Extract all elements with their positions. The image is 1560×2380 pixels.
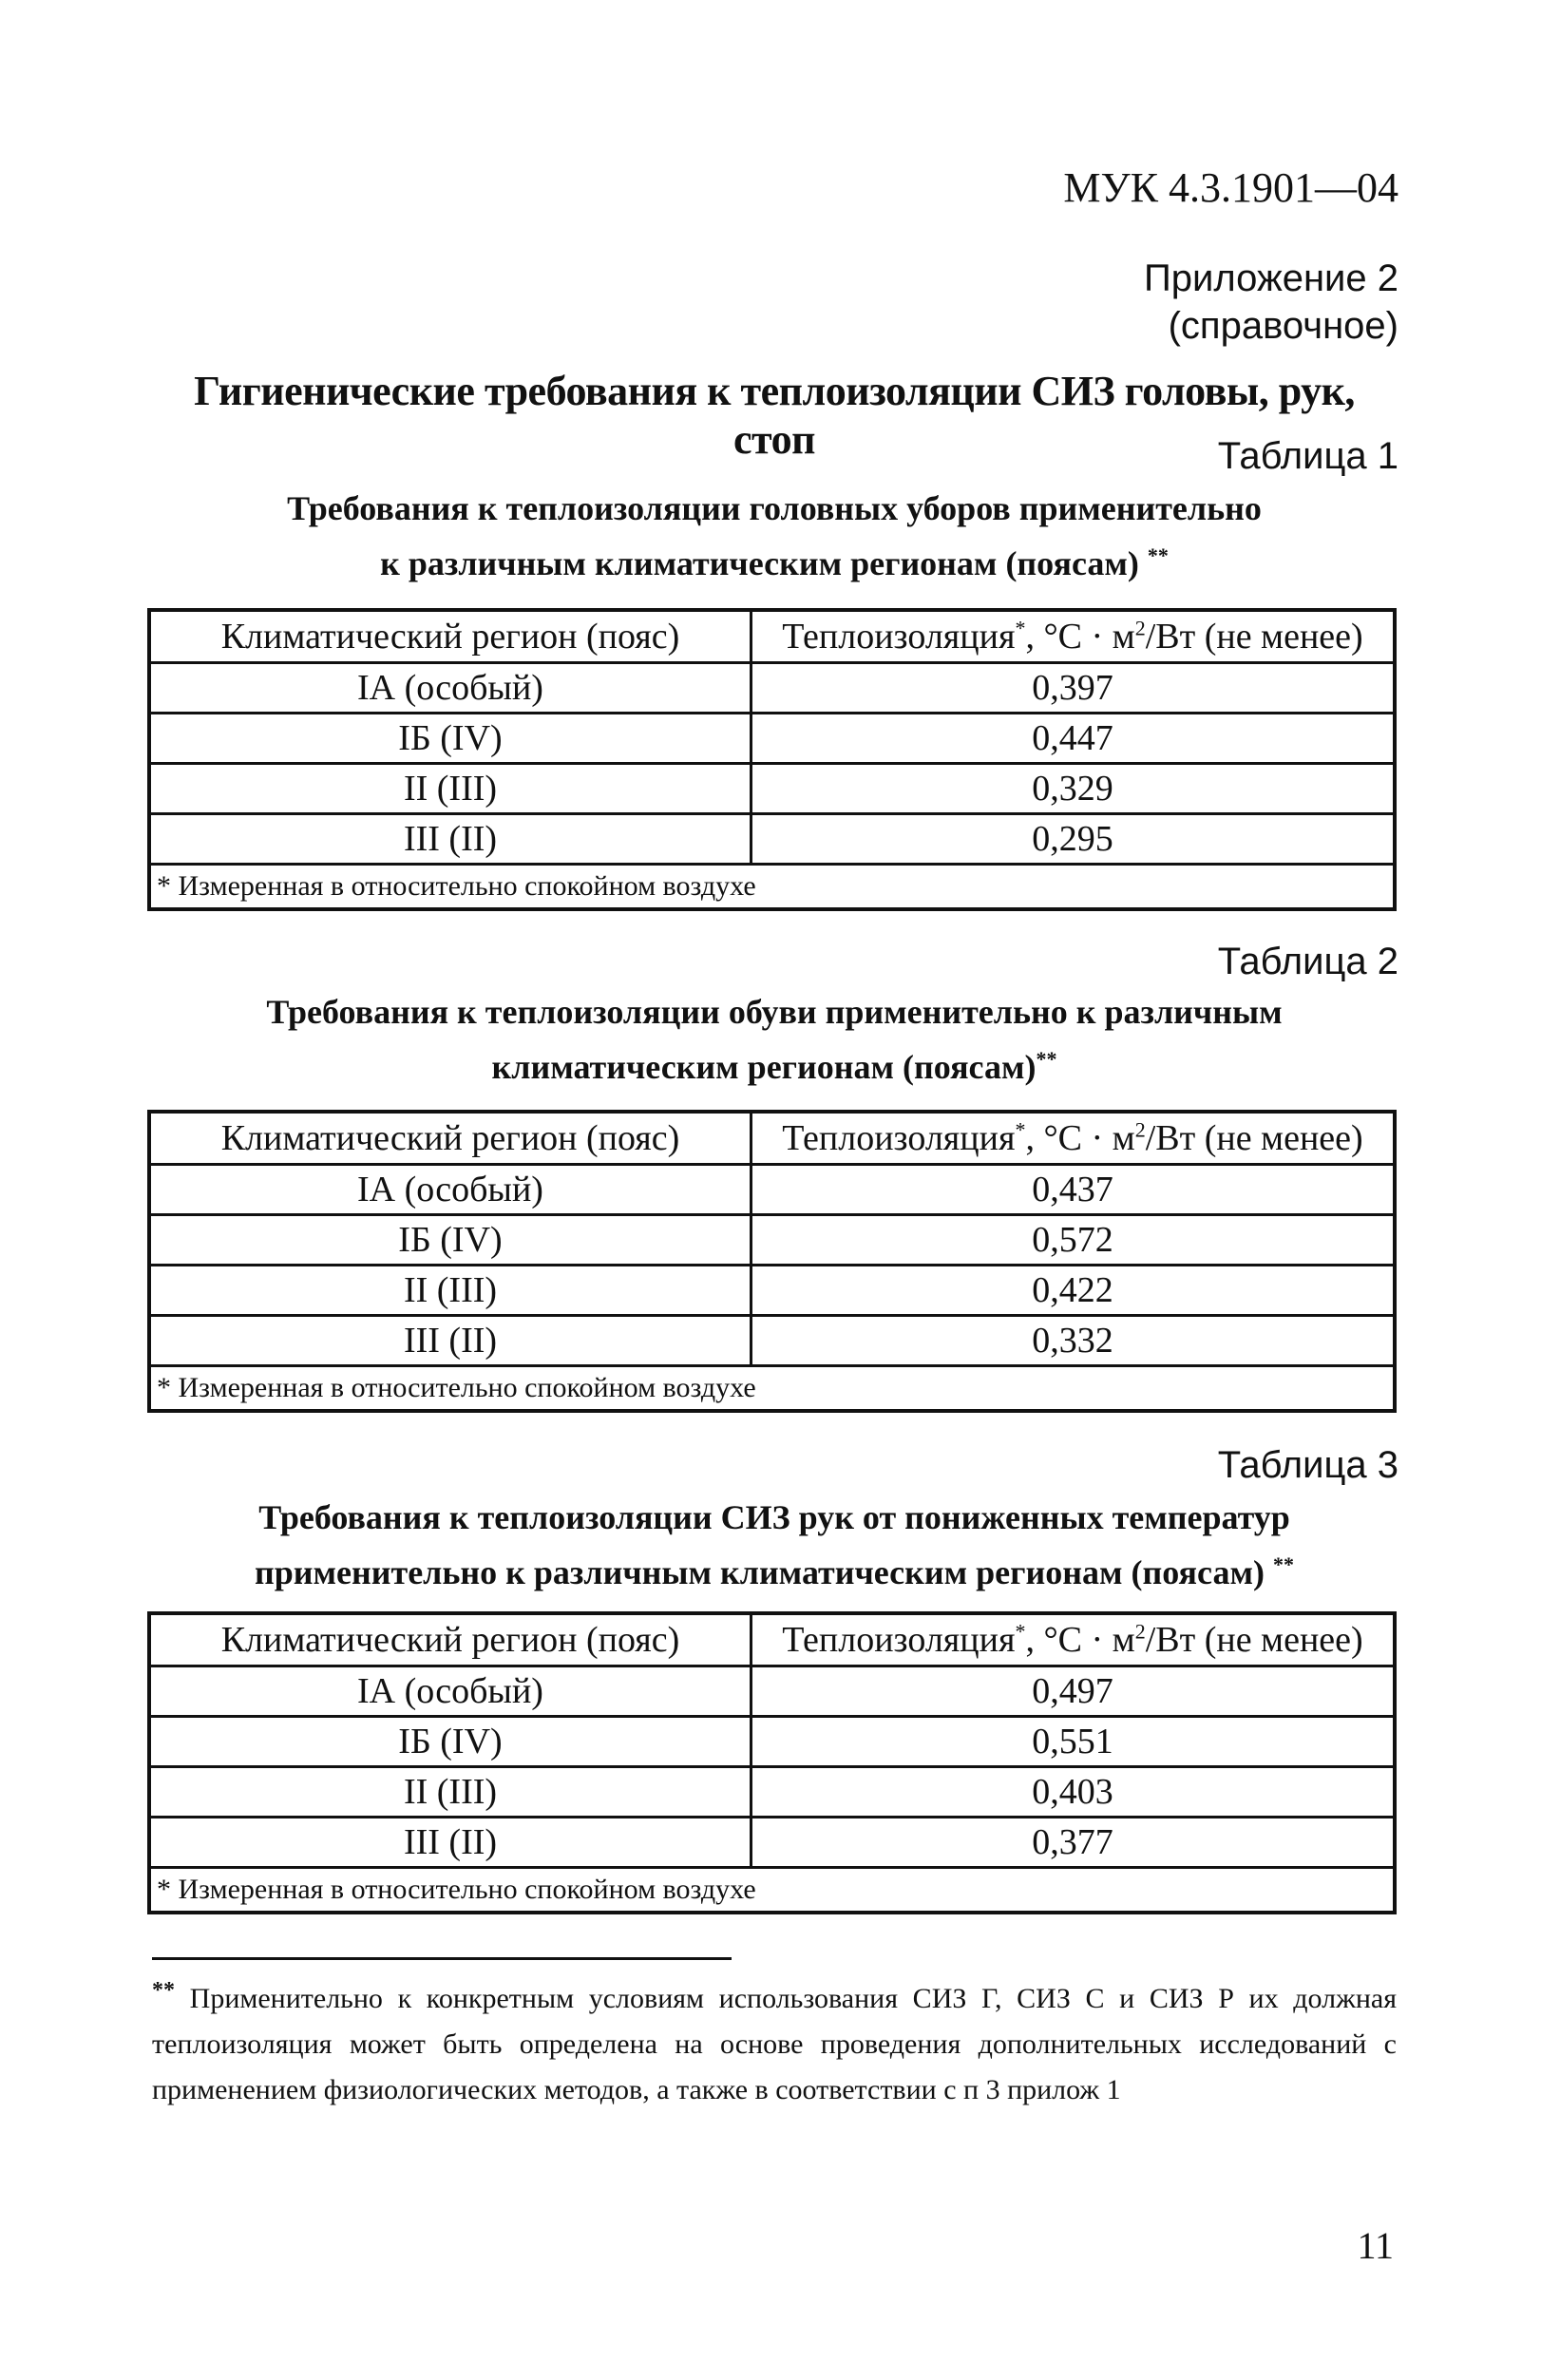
cell-value: 0,377 xyxy=(751,1818,1396,1868)
table-2 xyxy=(147,1110,1397,1413)
cell-value: 0,397 xyxy=(751,663,1396,714)
cell-region: III (II) xyxy=(149,1316,751,1366)
header-region: Климатический регион (пояс) xyxy=(149,610,751,663)
table-row xyxy=(149,764,1395,814)
asterisk-mark: * xyxy=(1015,1117,1026,1142)
table-row xyxy=(149,663,1395,714)
cell-value: 0,447 xyxy=(751,714,1396,764)
header-unit-rest: /Вт (не менее) xyxy=(1145,1118,1363,1158)
header-insulation-text: Теплоизоляция xyxy=(782,617,1016,657)
table-3-caption xyxy=(147,1494,1401,1596)
table-row xyxy=(149,814,1395,865)
table-row xyxy=(149,1717,1395,1767)
header-region: Климатический регион (пояс) xyxy=(149,1613,751,1666)
cell-region: IА (особый) xyxy=(149,663,751,714)
asterisk-mark: * xyxy=(1015,616,1026,640)
footnote-mark: ** xyxy=(1147,543,1169,567)
unit-exponent: 2 xyxy=(1134,1619,1146,1644)
header-insulation xyxy=(751,1613,1396,1666)
cell-region: III (II) xyxy=(149,1818,751,1868)
cell-region: IБ (IV) xyxy=(149,1717,751,1767)
footnote-text: Применительно к конкретным условиям использования СИЗ Г, СИЗ С и СИЗ Р их должная теплоизоляция может быть определена на основе проведения дополнительных исследований с применением физиологических методов, а также в соответствии с п 3 прилож 1 xyxy=(152,1983,1397,2105)
main-heading: Гигиенические требования к теплоизоляции СИЗ головы, рук, стоп xyxy=(194,368,1355,463)
table-note-row xyxy=(149,865,1395,910)
table-3 xyxy=(147,1611,1397,1914)
page-number: 11 xyxy=(1357,2224,1394,2267)
table-row xyxy=(149,1666,1395,1717)
cell-value: 0,572 xyxy=(751,1215,1396,1266)
cell-region: IА (особый) xyxy=(149,1165,751,1215)
table-1-caption-line1: Требования к теплоизоляции головных уборов применительно xyxy=(287,489,1262,527)
header-unit: , °С · м xyxy=(1025,1118,1135,1158)
table-2-label: Таблица 2 xyxy=(1217,941,1398,982)
table-note-row xyxy=(149,1366,1395,1412)
unit-exponent: 2 xyxy=(1134,1117,1146,1142)
cell-region: IБ (IV) xyxy=(149,1215,751,1266)
cell-region: II (III) xyxy=(149,1266,751,1316)
footnote-mark: ** xyxy=(1036,1047,1057,1071)
table-header-row xyxy=(149,1112,1395,1165)
unit-exponent: 2 xyxy=(1134,616,1146,640)
cell-value: 0,295 xyxy=(751,814,1396,865)
table-row xyxy=(149,1266,1395,1316)
cell-region: IА (особый) xyxy=(149,1666,751,1717)
cell-value: 0,422 xyxy=(751,1266,1396,1316)
header-unit-rest: /Вт (не менее) xyxy=(1145,1620,1363,1660)
table-3-label: Таблица 3 xyxy=(1217,1444,1398,1486)
table-1 xyxy=(147,608,1397,911)
cell-region: II (III) xyxy=(149,764,751,814)
cell-value: 0,437 xyxy=(751,1165,1396,1215)
table-2-caption-line1: Требования к теплоизоляции обуви применительно к различным xyxy=(266,993,1283,1031)
footnote xyxy=(152,1976,1397,2113)
table-2-caption xyxy=(147,988,1401,1091)
header-insulation-text: Теплоизоляция xyxy=(782,1118,1016,1158)
table-3-caption-line2 xyxy=(147,1541,1401,1596)
cell-region: II (III) xyxy=(149,1767,751,1818)
header-insulation-text: Теплоизоляция xyxy=(782,1620,1016,1660)
header-unit: , °С · м xyxy=(1025,617,1135,657)
table-1-caption-line2 xyxy=(147,532,1401,587)
cell-value: 0,403 xyxy=(751,1767,1396,1818)
cell-value: 0,332 xyxy=(751,1316,1396,1366)
header-insulation xyxy=(751,1112,1396,1165)
table-1-label: Таблица 1 xyxy=(1217,435,1398,477)
table-row xyxy=(149,1215,1395,1266)
table-row xyxy=(149,1767,1395,1818)
table-1-caption-text: к различным климатическим регионам (поясам) xyxy=(380,544,1139,582)
table-row xyxy=(149,714,1395,764)
cell-value: 0,497 xyxy=(751,1666,1396,1717)
header-insulation xyxy=(751,610,1396,663)
table-2-caption-text: климатическим регионам (поясам) xyxy=(491,1048,1037,1086)
asterisk-mark: * xyxy=(1015,1619,1026,1644)
footnote-mark: ** xyxy=(152,1978,175,2003)
document-code: МУК 4.3.1901—04 xyxy=(1063,164,1398,211)
footnote-mark: ** xyxy=(1272,1552,1294,1576)
cell-value: 0,551 xyxy=(751,1717,1396,1767)
table-note: * Измеренная в относительно спокойном воздухе xyxy=(149,865,1395,910)
cell-value: 0,329 xyxy=(751,764,1396,814)
table-3-caption-text: применительно к различным климатическим регионам (поясам) xyxy=(255,1553,1265,1591)
cell-region: IБ (IV) xyxy=(149,714,751,764)
table-note-row xyxy=(149,1868,1395,1914)
table-header-row xyxy=(149,1613,1395,1666)
footnote-divider xyxy=(152,1957,732,1960)
table-1-caption xyxy=(147,485,1401,587)
table-note: * Измеренная в относительно спокойном воздухе xyxy=(149,1868,1395,1914)
table-note: * Измеренная в относительно спокойном воздухе xyxy=(149,1366,1395,1412)
table-row xyxy=(149,1165,1395,1215)
cell-region: III (II) xyxy=(149,814,751,865)
table-row xyxy=(149,1818,1395,1868)
appendix-number: Приложение 2 xyxy=(1144,257,1398,299)
header-region: Климатический регион (пояс) xyxy=(149,1112,751,1165)
header-unit: , °С · м xyxy=(1025,1620,1135,1660)
table-3-caption-line1: Требования к теплоизоляции СИЗ рук от пониженных температур xyxy=(258,1498,1290,1536)
appendix-label xyxy=(1144,255,1398,350)
header-unit-rest: /Вт (не менее) xyxy=(1145,617,1363,657)
table-header-row xyxy=(149,610,1395,663)
table-row xyxy=(149,1316,1395,1366)
appendix-type: (справочное) xyxy=(1168,305,1398,347)
table-2-caption-line2 xyxy=(147,1036,1401,1091)
